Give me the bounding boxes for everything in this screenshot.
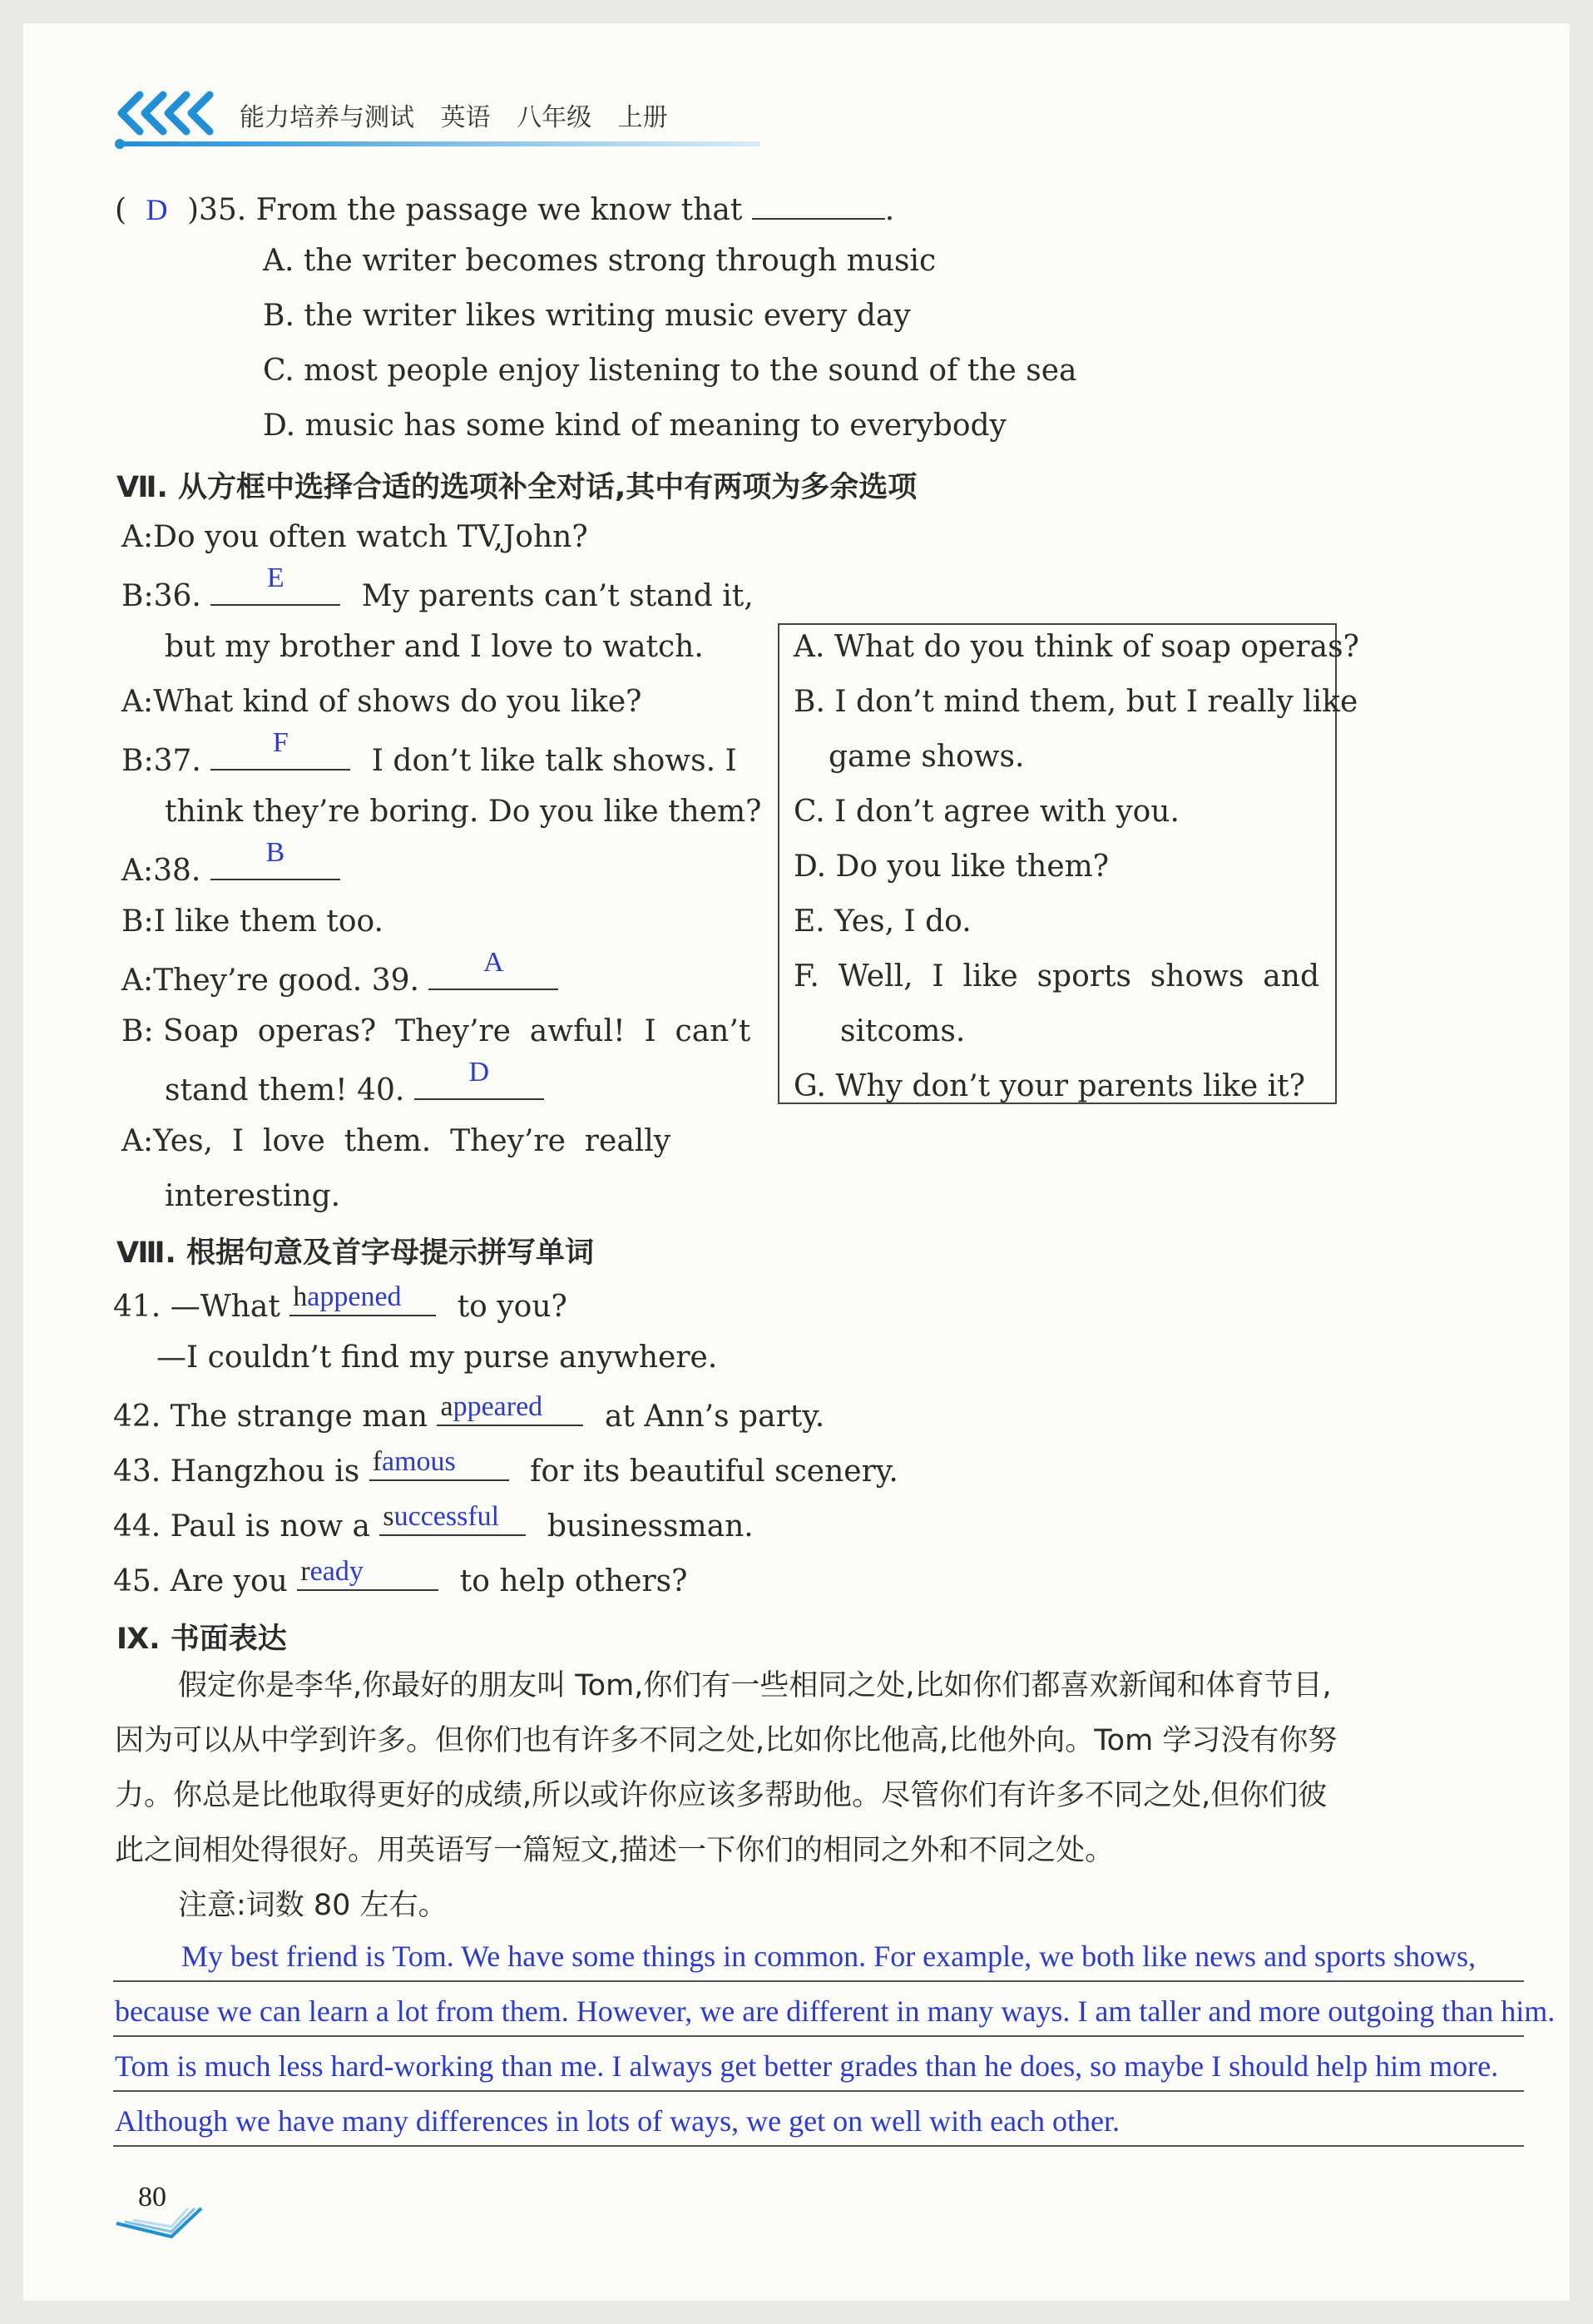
- writing-rule-3: [113, 2090, 1524, 2092]
- header-underline: [113, 138, 762, 150]
- essay-line-2: because we can learn a lot from them. However, we are different in many ways. I am taller and more outgoing than him.: [115, 1994, 1556, 2028]
- writing-rule-1: [113, 1980, 1524, 1982]
- blank-38: [210, 837, 340, 880]
- dialogue-line-7: [121, 837, 340, 889]
- hint-letter-42: a: [440, 1391, 453, 1422]
- spelling-item-42: [113, 1391, 825, 1435]
- dialogue-36-text: My parents can’t stand it,: [361, 579, 754, 613]
- option-35a: A. the writer becomes strong through music: [263, 244, 937, 278]
- answer-42: ppeared: [453, 1391, 543, 1422]
- answer-35: D: [146, 193, 168, 226]
- blank-39: [428, 947, 558, 990]
- book-subject: 英语: [440, 103, 491, 132]
- item-41-pre: 41. —What: [113, 1290, 280, 1324]
- hint-letter-44: s: [383, 1501, 394, 1532]
- spelling-item-44: [113, 1501, 754, 1545]
- answer-39: A: [483, 947, 504, 978]
- paren-open: (: [115, 193, 127, 227]
- blank-35: [752, 188, 885, 220]
- blank-42: [437, 1391, 583, 1426]
- spelling-item-45: [113, 1556, 688, 1600]
- essay-line-4: Although we have many differences in lots of ways, we get on well with each other.: [115, 2104, 1121, 2138]
- answer-40: D: [468, 1057, 490, 1088]
- spelling-item-43: [113, 1446, 898, 1490]
- item-45-pre: 45. Are you: [113, 1564, 288, 1598]
- option-35b: B. the writer likes writing music every day: [263, 299, 911, 333]
- page-number: 80: [138, 2182, 166, 2213]
- dialogue-40-label: stand them! 40.: [165, 1073, 405, 1107]
- option-35d: D. music has some kind of meaning to everybody: [263, 409, 1007, 443]
- writing-rule-4: [113, 2145, 1524, 2147]
- blank-37: [210, 727, 350, 771]
- question-35: [115, 188, 894, 229]
- prompt-note: 注意:词数 80 左右。: [178, 1889, 448, 1922]
- dialogue-line-3: but my brother and I love to watch.: [165, 630, 704, 664]
- item-43-pre: 43. Hangzhou is: [113, 1454, 360, 1489]
- dialogue-line-6: think they’re boring. Do you like them?: [165, 795, 762, 829]
- section-7-title: Ⅶ. 从方框中选择合适的选项补全对话,其中有两项为多余选项: [116, 471, 918, 504]
- dialogue-line-13: interesting.: [165, 1179, 341, 1213]
- blank-44: [379, 1501, 526, 1536]
- dialogue-38-label: A:38.: [121, 854, 201, 888]
- dialogue-line-9: [121, 947, 558, 999]
- book-volume: 上册: [617, 103, 668, 132]
- answer-45: eady: [309, 1556, 364, 1587]
- essay-line-3: Tom is much less hard-working than me. I always get better grades than he does, so maybe I should help him more.: [115, 2049, 1499, 2083]
- box-option-e: E. Yes, I do.: [794, 904, 972, 939]
- box-option-b-cont: game shows.: [829, 740, 1025, 774]
- question-35-stem: )35. From the passage we know that: [186, 193, 743, 227]
- item-41-post: to you?: [457, 1290, 567, 1324]
- dialogue-39-label: A:They’re good. 39.: [121, 964, 419, 998]
- prompt-line-2: 因为可以从中学到许多。但你们也有许多不同之处,比如你比他高,比他外向。Tom 学习没有你努: [115, 1724, 1338, 1757]
- answer-41: appened: [307, 1281, 402, 1312]
- answer-43: amous: [382, 1446, 456, 1477]
- dialogue-37-text: I don’t like talk shows. I: [371, 744, 737, 778]
- chevrons-icon: [115, 90, 215, 136]
- dialogue-36-label: B:36.: [121, 579, 201, 613]
- item-44-post: businessman.: [547, 1509, 754, 1544]
- dialogue-line-8: B:I like them too.: [121, 904, 383, 939]
- essay-line-1: My best friend is Tom. We have some things in common. For example, we both like news and sports shows,: [181, 1940, 1477, 1973]
- prompt-line-4: 此之间相处得很好。用英语写一篇短文,描述一下你们的相同之外和不同之处。: [115, 1834, 1115, 1867]
- answer-37: F: [272, 727, 289, 758]
- answer-38: B: [265, 837, 285, 868]
- dialogue-37-label: B:37.: [121, 744, 201, 778]
- hint-letter-41: h: [293, 1281, 308, 1312]
- hint-letter-43: f: [372, 1446, 383, 1477]
- box-option-c: C. I don’t agree with you.: [794, 795, 1180, 829]
- blank-40: [414, 1057, 544, 1100]
- prompt-line-1: 假定你是李华,你最好的朋友叫 Tom,你们有一些相同之处,比如你们都喜欢新闻和体育节目,: [178, 1669, 1332, 1702]
- book-header: [240, 97, 668, 133]
- item-45-post: to help others?: [459, 1564, 688, 1598]
- item-42-pre: 42. The strange man: [113, 1400, 428, 1434]
- dialogue-line-2: [121, 562, 754, 615]
- blank-41: [289, 1281, 436, 1316]
- dialogue-line-1: A:Do you often watch TV,John?: [121, 520, 588, 554]
- section-8-title: Ⅷ. 根据句意及首字母提示拼写单词: [116, 1236, 595, 1270]
- answer-44: uccessful: [393, 1501, 500, 1532]
- box-option-a: A. What do you think of soap operas?: [794, 630, 1359, 664]
- box-option-g: G. Why don’t your parents like it?: [794, 1069, 1305, 1103]
- dialogue-line-5: [121, 727, 737, 780]
- question-35-end: .: [884, 193, 895, 227]
- box-option-f-cont: sitcoms.: [840, 1014, 966, 1048]
- answer-36: E: [266, 562, 284, 593]
- blank-36: [210, 562, 340, 606]
- option-35c: C. most people enjoy listening to the sound of the sea: [263, 354, 1077, 388]
- section-9-title: Ⅸ. 书面表达: [116, 1623, 287, 1656]
- reply-41: —I couldn’t find my purse anywhere.: [156, 1340, 718, 1375]
- dialogue-line-12: A:Yes, I love them. They’re really: [121, 1124, 671, 1158]
- blank-43: [369, 1446, 509, 1481]
- hint-letter-45: r: [300, 1556, 310, 1587]
- item-43-post: for its beautiful scenery.: [530, 1454, 898, 1489]
- box-option-b: B. I don’t mind them, but I really like: [794, 685, 1358, 719]
- item-42-post: at Ann’s party.: [604, 1400, 825, 1434]
- item-44-pre: 44. Paul is now a: [113, 1509, 370, 1544]
- spelling-item-41: [113, 1281, 567, 1326]
- dialogue-line-10: B: Soap operas? They’re awful! I can’t: [121, 1014, 751, 1048]
- book-title: 能力培养与测试: [240, 103, 414, 132]
- book-grade: 八年级: [517, 103, 592, 132]
- blank-45: [297, 1556, 438, 1591]
- dialogue-line-11: [165, 1057, 544, 1109]
- dialogue-line-4: A:What kind of shows do you like?: [121, 685, 642, 719]
- prompt-line-3: 力。你总是比他取得更好的成绩,所以或许你应该多帮助他。尽管你们有许多不同之处,但你们彼: [115, 1779, 1328, 1812]
- writing-rule-2: [113, 2035, 1524, 2037]
- box-option-d: D. Do you like them?: [794, 850, 1110, 884]
- box-option-f: F. Well, I like sports shows and: [794, 959, 1320, 994]
